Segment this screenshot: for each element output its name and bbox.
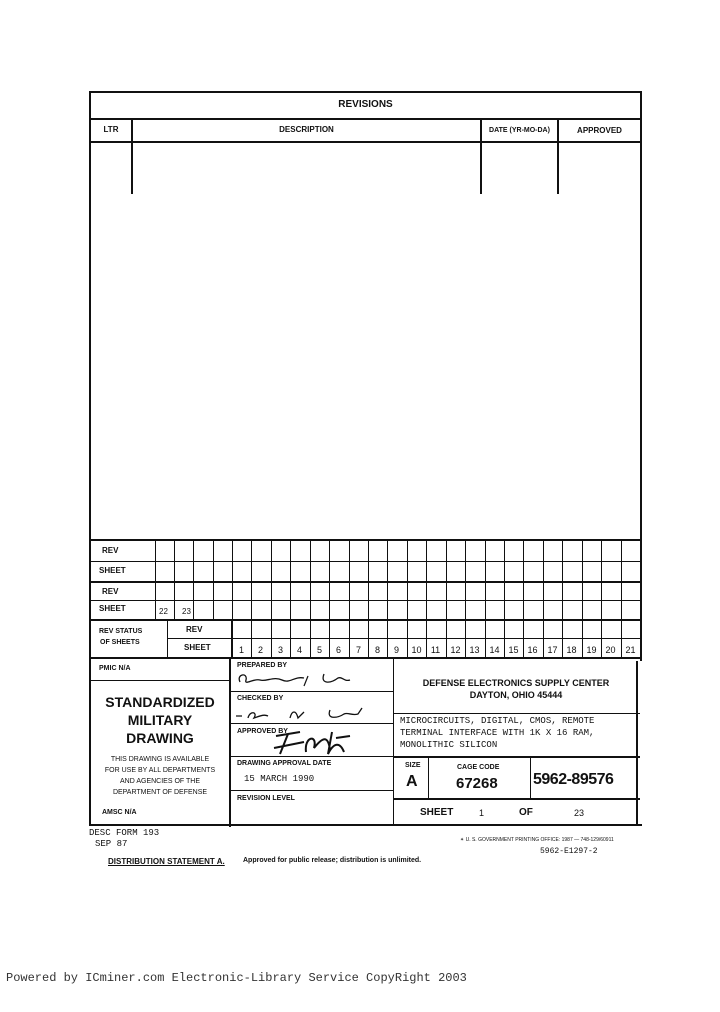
sheet-label-3: SHEET (184, 643, 211, 652)
size-value: A (406, 773, 418, 790)
sheet-number-cell: 1 (238, 645, 244, 655)
grid-column-line (310, 539, 311, 658)
sheet-number-cell: 3 (277, 645, 283, 655)
grid-column-line (582, 539, 583, 658)
grid-column-line (213, 539, 214, 620)
grid-column-line (640, 539, 641, 658)
grid-column-line (485, 539, 486, 658)
std-title-1: STANDARDIZED (105, 694, 215, 710)
grid-column-line (349, 539, 350, 658)
col-description: DESCRIPTION (279, 125, 334, 134)
sheet-number-cell: 4 (296, 645, 302, 655)
checked-signature (234, 704, 384, 724)
sheet-number-cell: 15 (508, 645, 519, 655)
distribution-label: DISTRIBUTION STATEMENT A. (108, 857, 225, 866)
agency-address: DAYTON, OHIO 45444 (469, 690, 563, 700)
cage-value: 67268 (456, 775, 498, 792)
grid-column-line (329, 539, 330, 658)
desc-line-3: MONOLITHIC SILICON (400, 740, 498, 750)
sheet-number-cell: 5 (316, 645, 322, 655)
grid-column-line (232, 539, 233, 658)
sheet-number-cell: 20 (605, 645, 616, 655)
std-title-3: DRAWING (126, 730, 194, 746)
sheet-number-cell: 7 (355, 645, 361, 655)
grid-column-line (523, 539, 524, 658)
sheet-label-1: SHEET (99, 566, 126, 575)
sheet-number-cell: 14 (489, 645, 500, 655)
grid-column-line (387, 539, 388, 658)
avail-4: DEPARTMENT OF DEFENSE (112, 789, 208, 796)
sheet-label: SHEET (420, 807, 454, 818)
grid-column-line (368, 539, 369, 658)
distribution-text: Approved for public release; distribution is unlimited. (243, 857, 422, 864)
sheet-22: 22 (159, 607, 168, 616)
grid-column-line (290, 539, 291, 658)
sheet-number-cell: 6 (335, 645, 341, 655)
approval-date-label: DRAWING APPROVAL DATE (237, 760, 332, 767)
col-approved: APPROVED (577, 126, 622, 135)
cage-label: CAGE CODE (457, 764, 500, 771)
sheet-number-cell: 13 (469, 645, 480, 655)
prepared-by-label: PREPARED BY (237, 662, 288, 669)
size-label: SIZE (405, 762, 421, 769)
sheet-number-cell: 2 (257, 645, 263, 655)
grid-column-line (504, 539, 505, 658)
sheet-number-cell: 19 (586, 645, 597, 655)
std-title-2: MILITARY (127, 712, 193, 728)
grid-column-line (621, 539, 622, 658)
sheet-number-cell: 11 (430, 645, 441, 655)
sheet-number-cell: 21 (625, 645, 636, 655)
gpo-line: ✴ U. S. GOVERNMENT PRINTING OFFICE: 1987 — 748-129/60911 (460, 837, 614, 843)
sheet-number-cell: 18 (566, 645, 577, 655)
sheet-number: 1 (479, 808, 485, 818)
grid-column-line (426, 539, 427, 658)
revision-level-label: REVISION LEVEL (237, 795, 295, 802)
desc-line-2: TERMINAL INTERFACE WITH 1K X 16 RAM, (400, 728, 595, 738)
grid-column-line (446, 539, 447, 658)
amsc: AMSC N/A (102, 809, 137, 816)
grid-column-line (174, 539, 175, 620)
revisions-title: REVISIONS (338, 99, 393, 110)
form-date: SEP 87 (95, 839, 128, 849)
rev-label-2: REV (102, 587, 119, 596)
sheet-number-cell: 10 (411, 645, 422, 655)
sheet-total: 23 (574, 808, 585, 818)
rev-status-label: REV STATUS (99, 628, 143, 635)
grid-column-line (251, 539, 252, 658)
sheet-23: 23 (182, 607, 191, 616)
prepared-signature (234, 668, 384, 690)
grid-column-line (543, 539, 544, 658)
avail-1: THIS DRAWING IS AVAILABLE (110, 756, 210, 763)
rev-label-1: REV (102, 546, 119, 555)
grid-column-line (271, 539, 272, 658)
sheet-number-cell: 17 (547, 645, 558, 655)
grid-column-line (193, 539, 194, 620)
sheet-number-cell: 8 (374, 645, 380, 655)
avail-3: AND AGENCIES OF THE (120, 778, 200, 785)
sheet-number-cell: 16 (527, 645, 538, 655)
agency-name: DEFENSE ELECTRONICS SUPPLY CENTER (422, 678, 610, 688)
col-ltr: LTR (103, 125, 119, 134)
col-date: DATE (YR-MO-DA) (489, 127, 550, 134)
grid-column-line (601, 539, 602, 658)
approved-by-label: APPROVED BY (237, 728, 288, 735)
grid-column-line (562, 539, 563, 658)
of-label: OF (519, 807, 533, 818)
avail-2: FOR USE BY ALL DEPARTMENTS (104, 767, 216, 774)
sheet-number-cell: 12 (450, 645, 461, 655)
sheet-label-2: SHEET (99, 604, 126, 613)
approval-date: 15 MARCH 1990 (244, 774, 315, 784)
desc-line-1: MICROCIRCUITS, DIGITAL, CMOS, REMOTE (400, 716, 595, 726)
sheet-number-cell: 9 (393, 645, 399, 655)
checked-by-label: CHECKED BY (237, 695, 284, 702)
pmic: PMIC N/A (99, 665, 131, 672)
grid-column-line (465, 539, 466, 658)
grid-column-line (407, 539, 408, 658)
rev-label-3: REV (186, 625, 203, 634)
doc-code: 5962-E1297-2 (540, 847, 598, 856)
approved-signature (270, 728, 360, 758)
powered-by: Powered by ICminer.com Electronic-Library Service CopyRight 2003 (6, 971, 467, 985)
form-number: DESC FORM 193 (89, 828, 160, 838)
of-sheets-label: OF SHEETS (100, 639, 140, 646)
doc-number: 5962-89576 (533, 771, 614, 788)
